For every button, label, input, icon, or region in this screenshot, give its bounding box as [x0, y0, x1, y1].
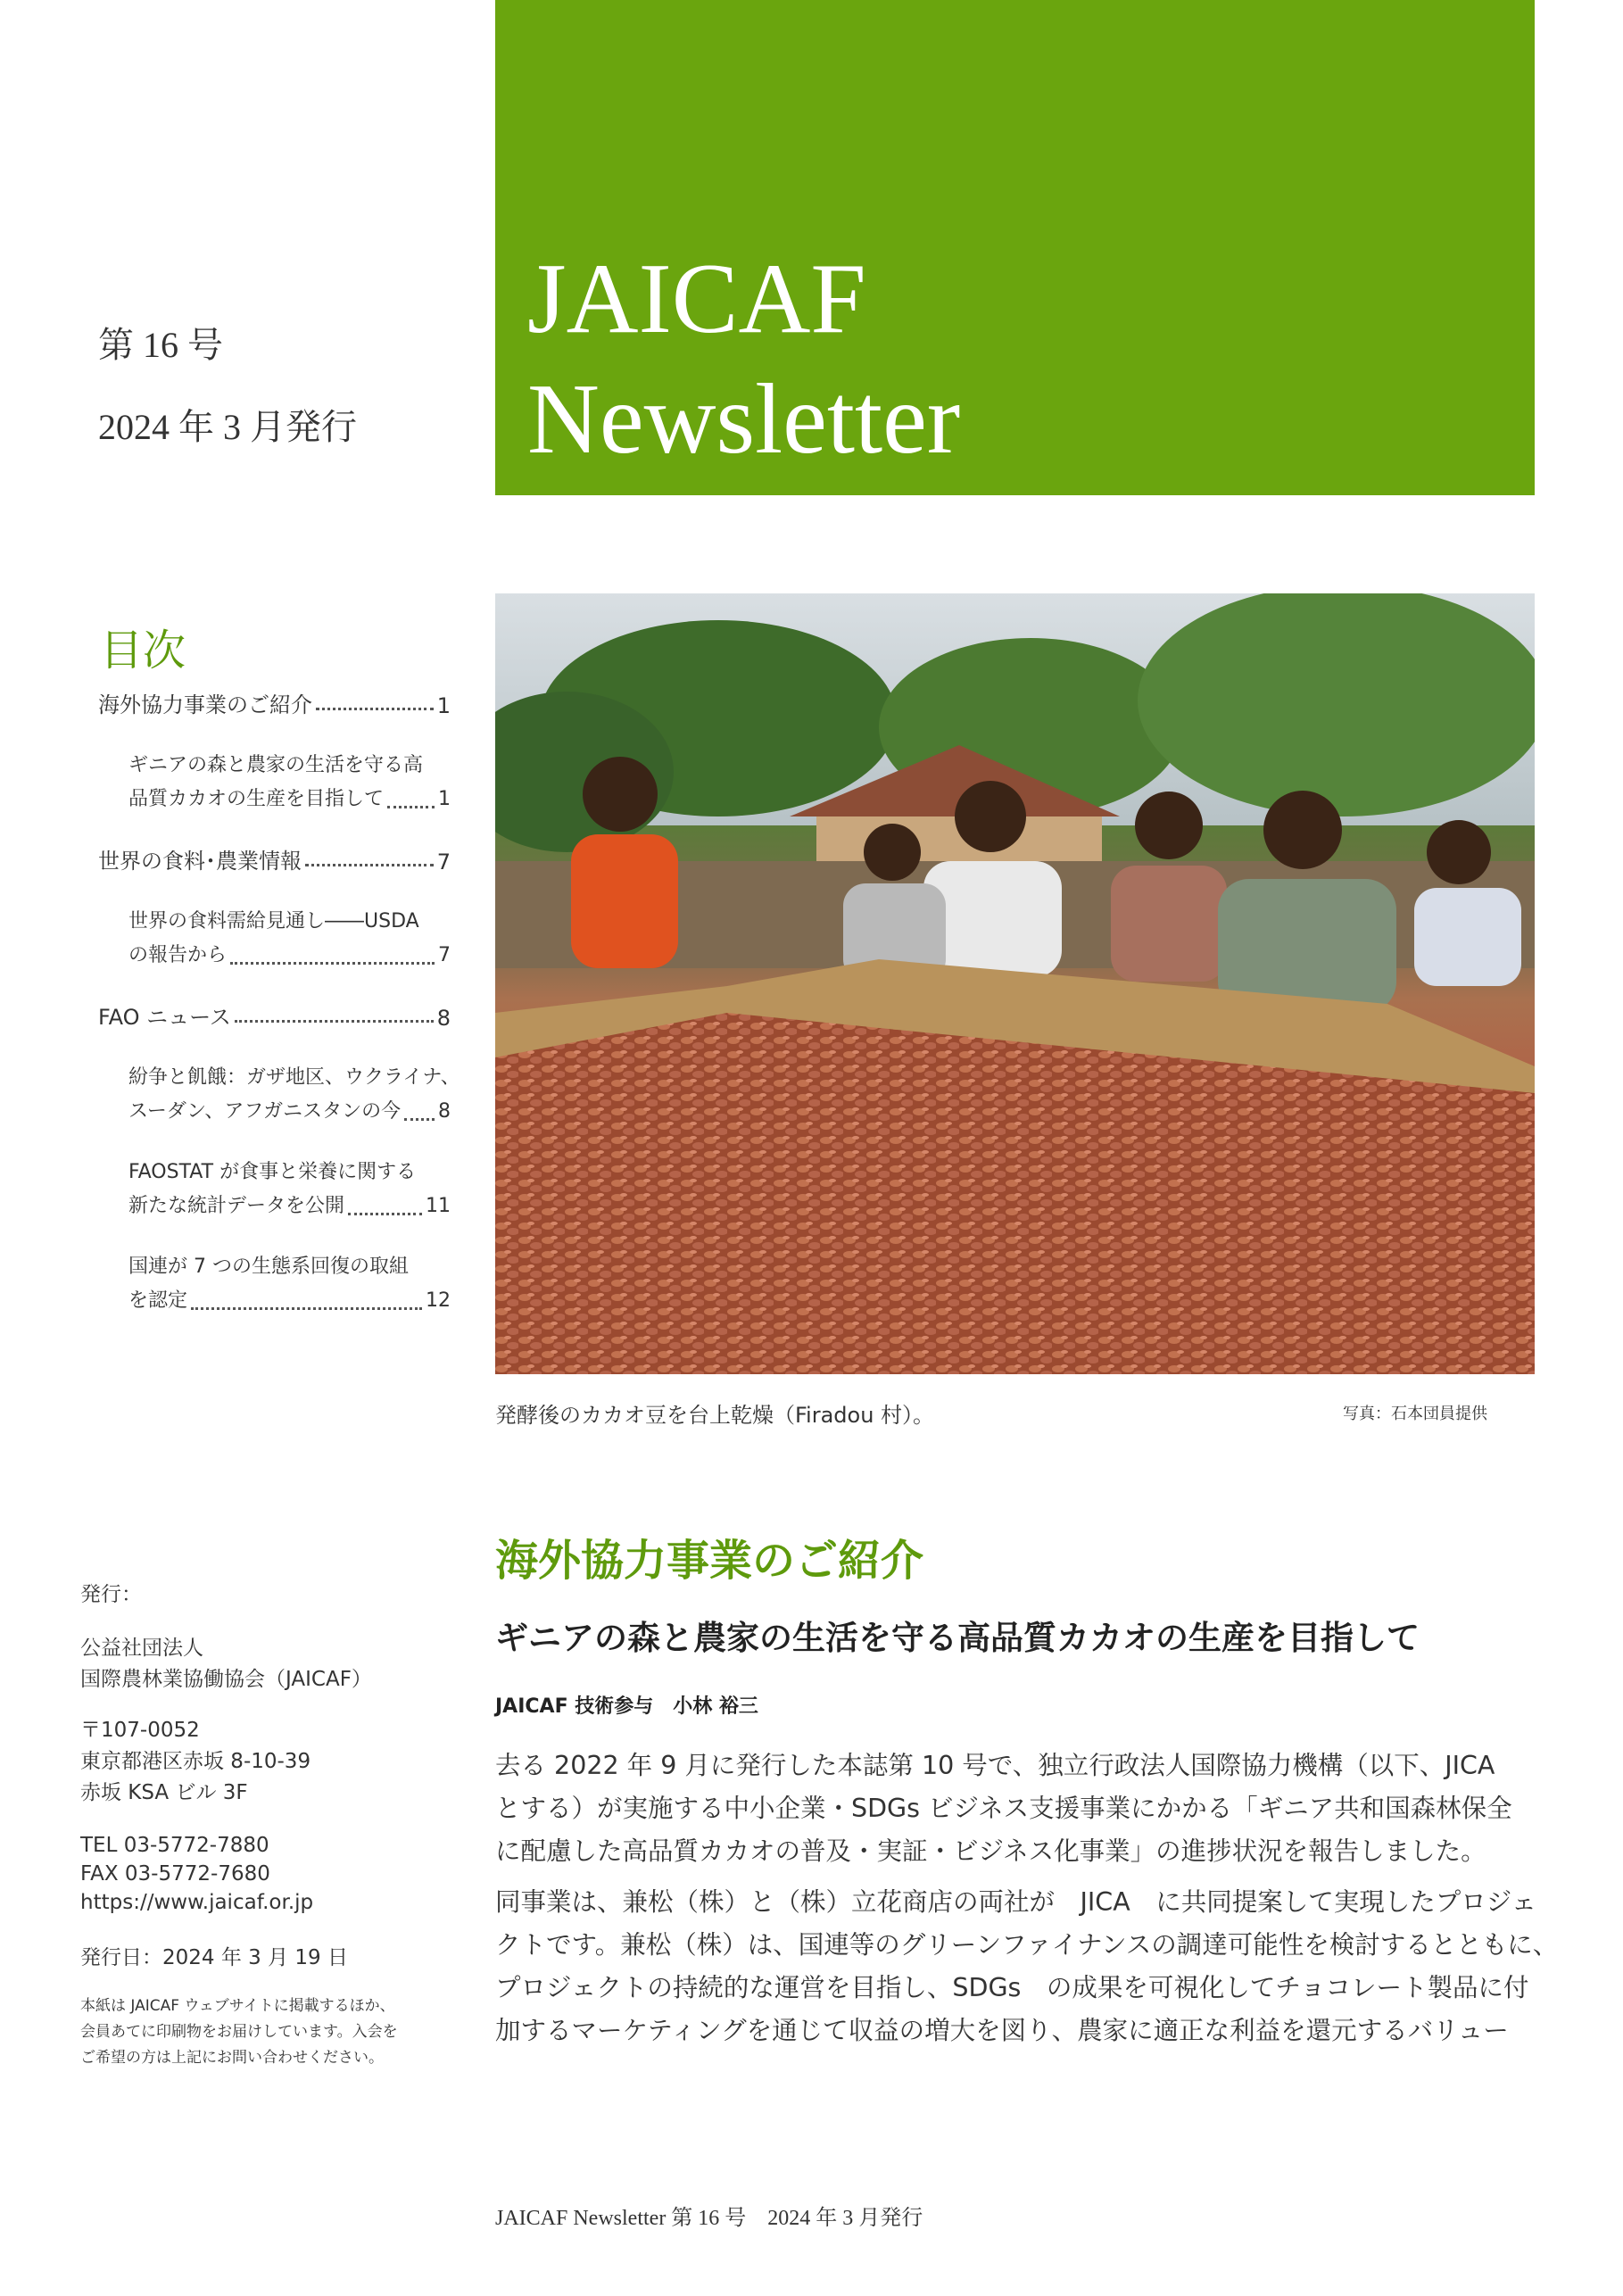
toc-leader [230, 962, 435, 965]
fax: FAX 03-5772-7680 [80, 1862, 270, 1886]
toc-item-label: 世界の食料需給見通し――USDA [128, 910, 419, 932]
address-line-1: 東京都港区赤坂 8-10-39 [80, 1750, 311, 1773]
toc-item[interactable] [128, 1156, 451, 1223]
paragraph-line: 加するマーケティングを通じて収益の増大を図り、農家に適正な利益を還元するバリュー [495, 2016, 1509, 2045]
toc-page: 7 [438, 944, 451, 966]
toc-item[interactable] [128, 905, 451, 973]
toc-item[interactable] [128, 1250, 451, 1318]
toc-item-label: スーダン、アフガニスタンの今 [128, 1100, 402, 1123]
paragraph-line: プロジェクトの持続的な運営を目指し、SDGs の成果を可視化してチョコレート製品に付 [495, 1973, 1529, 2002]
issue-number: 第 16 号 [98, 325, 223, 365]
toc-page: 7 [436, 850, 451, 874]
issue-date-line: 発行日：2024 年 3 月 19 日 [80, 1946, 348, 1969]
table-of-contents [98, 687, 460, 1318]
toc-page: 8 [436, 1006, 451, 1031]
toc-leader [305, 864, 434, 866]
toc-leader [404, 1118, 435, 1121]
paragraph-line: クトです。兼松（株）は、国連等のグリーンファイナンスの調達可能性を検討するとともに、 [495, 1930, 1559, 1960]
toc-title: 目次 [100, 626, 186, 676]
article-author: JAICAF 技術参与 小林 裕三 [495, 1695, 758, 1718]
toc-leader [191, 1307, 422, 1310]
note-line: 会員あてに印刷物をお届けしています。入会を [80, 2023, 398, 2041]
note-line: ご希望の方は上記にお問い合わせください。 [80, 2049, 384, 2067]
toc-leader [348, 1213, 422, 1215]
toc-leader [316, 708, 434, 710]
toc-item[interactable] [98, 999, 451, 1031]
paragraph-line: 去る 2022 年 9 月に発行した本誌第 10 号で、独立行政法人国際協力機構（以下、JICA [495, 1751, 1495, 1780]
toc-item[interactable] [98, 687, 451, 718]
contact-block [80, 1831, 482, 1917]
toc-leader [387, 806, 435, 808]
toc-item-label: の報告から [128, 944, 228, 966]
toc-item-label: 世界の食料･農業情報 [98, 849, 302, 874]
toc-item[interactable] [128, 749, 451, 816]
org-name: 国際農林業協働協会（JAICAF） [80, 1668, 372, 1691]
toc-item-label: FAO ニュース [98, 1005, 231, 1030]
toc-item-label: 紛争と飢餓：ガザ地区、ウクライナ、 [128, 1066, 460, 1089]
publisher-label: 発行： [80, 1583, 142, 1606]
membership-note [80, 1993, 482, 2071]
toc-page: 1 [436, 693, 451, 718]
masthead-banner [495, 0, 1535, 495]
toc-item-label: 海外協力事業のご紹介 [98, 692, 312, 717]
address-block [80, 1715, 482, 1809]
newsletter-title [527, 239, 960, 480]
title-line-1: JAICAF [527, 244, 866, 354]
article-paragraph-1 [495, 1745, 1539, 1873]
cover-photo [495, 593, 1535, 1374]
cocoa-drying-illustration [495, 593, 1535, 1374]
postal-code: 〒107-0052 [80, 1719, 200, 1742]
toc-item-label: ギニアの森と農家の生活を守る高 [128, 754, 424, 776]
toc-item-label: FAOSTAT が食事と栄養に関する [128, 1161, 417, 1183]
paragraph-line: とする）が実施する中小企業・SDGs ビジネス支援事業にかかる「ギニア共和国森林保全 [495, 1794, 1512, 1823]
tel: TEL 03-5772-7880 [80, 1834, 269, 1857]
section-title: 海外協力事業のご紹介 [495, 1536, 924, 1586]
address-line-2: 赤坂 KSA ビル 3F [80, 1781, 248, 1804]
publisher-block [80, 1633, 482, 1695]
website-link[interactable]: https://www.jaicaf.or.jp [80, 1891, 314, 1914]
toc-item-label: 国連が 7 つの生態系回復の取組 [128, 1256, 409, 1278]
toc-item-label: 新たな統計データを公開 [128, 1195, 345, 1217]
paragraph-line: に配慮した高品質カカオの普及・実証・ビジネス化事業」の進捗状況を報告しました。 [495, 1836, 1486, 1866]
toc-page: 11 [426, 1195, 451, 1217]
toc-item[interactable] [128, 1061, 460, 1129]
article-title: ギニアの森と農家の生活を守る高品質カカオの生産を目指して [495, 1619, 1420, 1657]
title-line-2: Newsletter [527, 364, 961, 475]
page-footer: JAICAF Newsletter 第 16 号 2024 年 3 月発行 [495, 2207, 923, 2230]
toc-page: 12 [426, 1289, 451, 1312]
toc-item[interactable] [98, 843, 451, 874]
org-type: 公益社団法人 [80, 1637, 203, 1660]
article-paragraph-2 [495, 1881, 1559, 2052]
toc-item-label: を認定 [128, 1289, 188, 1312]
toc-leader [235, 1020, 434, 1023]
photo-caption: 発酵後のカカオ豆を台上乾燥（Firadou 村）。 [495, 1403, 935, 1428]
note-line: 本紙は JAICAF ウェブサイトに掲載するほか、 [80, 1997, 395, 2015]
photo-credit: 写真：石本団員提供 [1343, 1405, 1487, 1423]
toc-page: 8 [438, 1100, 451, 1123]
paragraph-line: 同事業は、兼松（株）と（株）立花商店の両社が JICA に共同提案して実現したプロジェ [495, 1887, 1537, 1917]
toc-item-label: 品質カカオの生産を目指して [128, 788, 385, 810]
issue-date: 2024 年 3 月発行 [98, 407, 357, 447]
toc-page: 1 [438, 788, 451, 810]
